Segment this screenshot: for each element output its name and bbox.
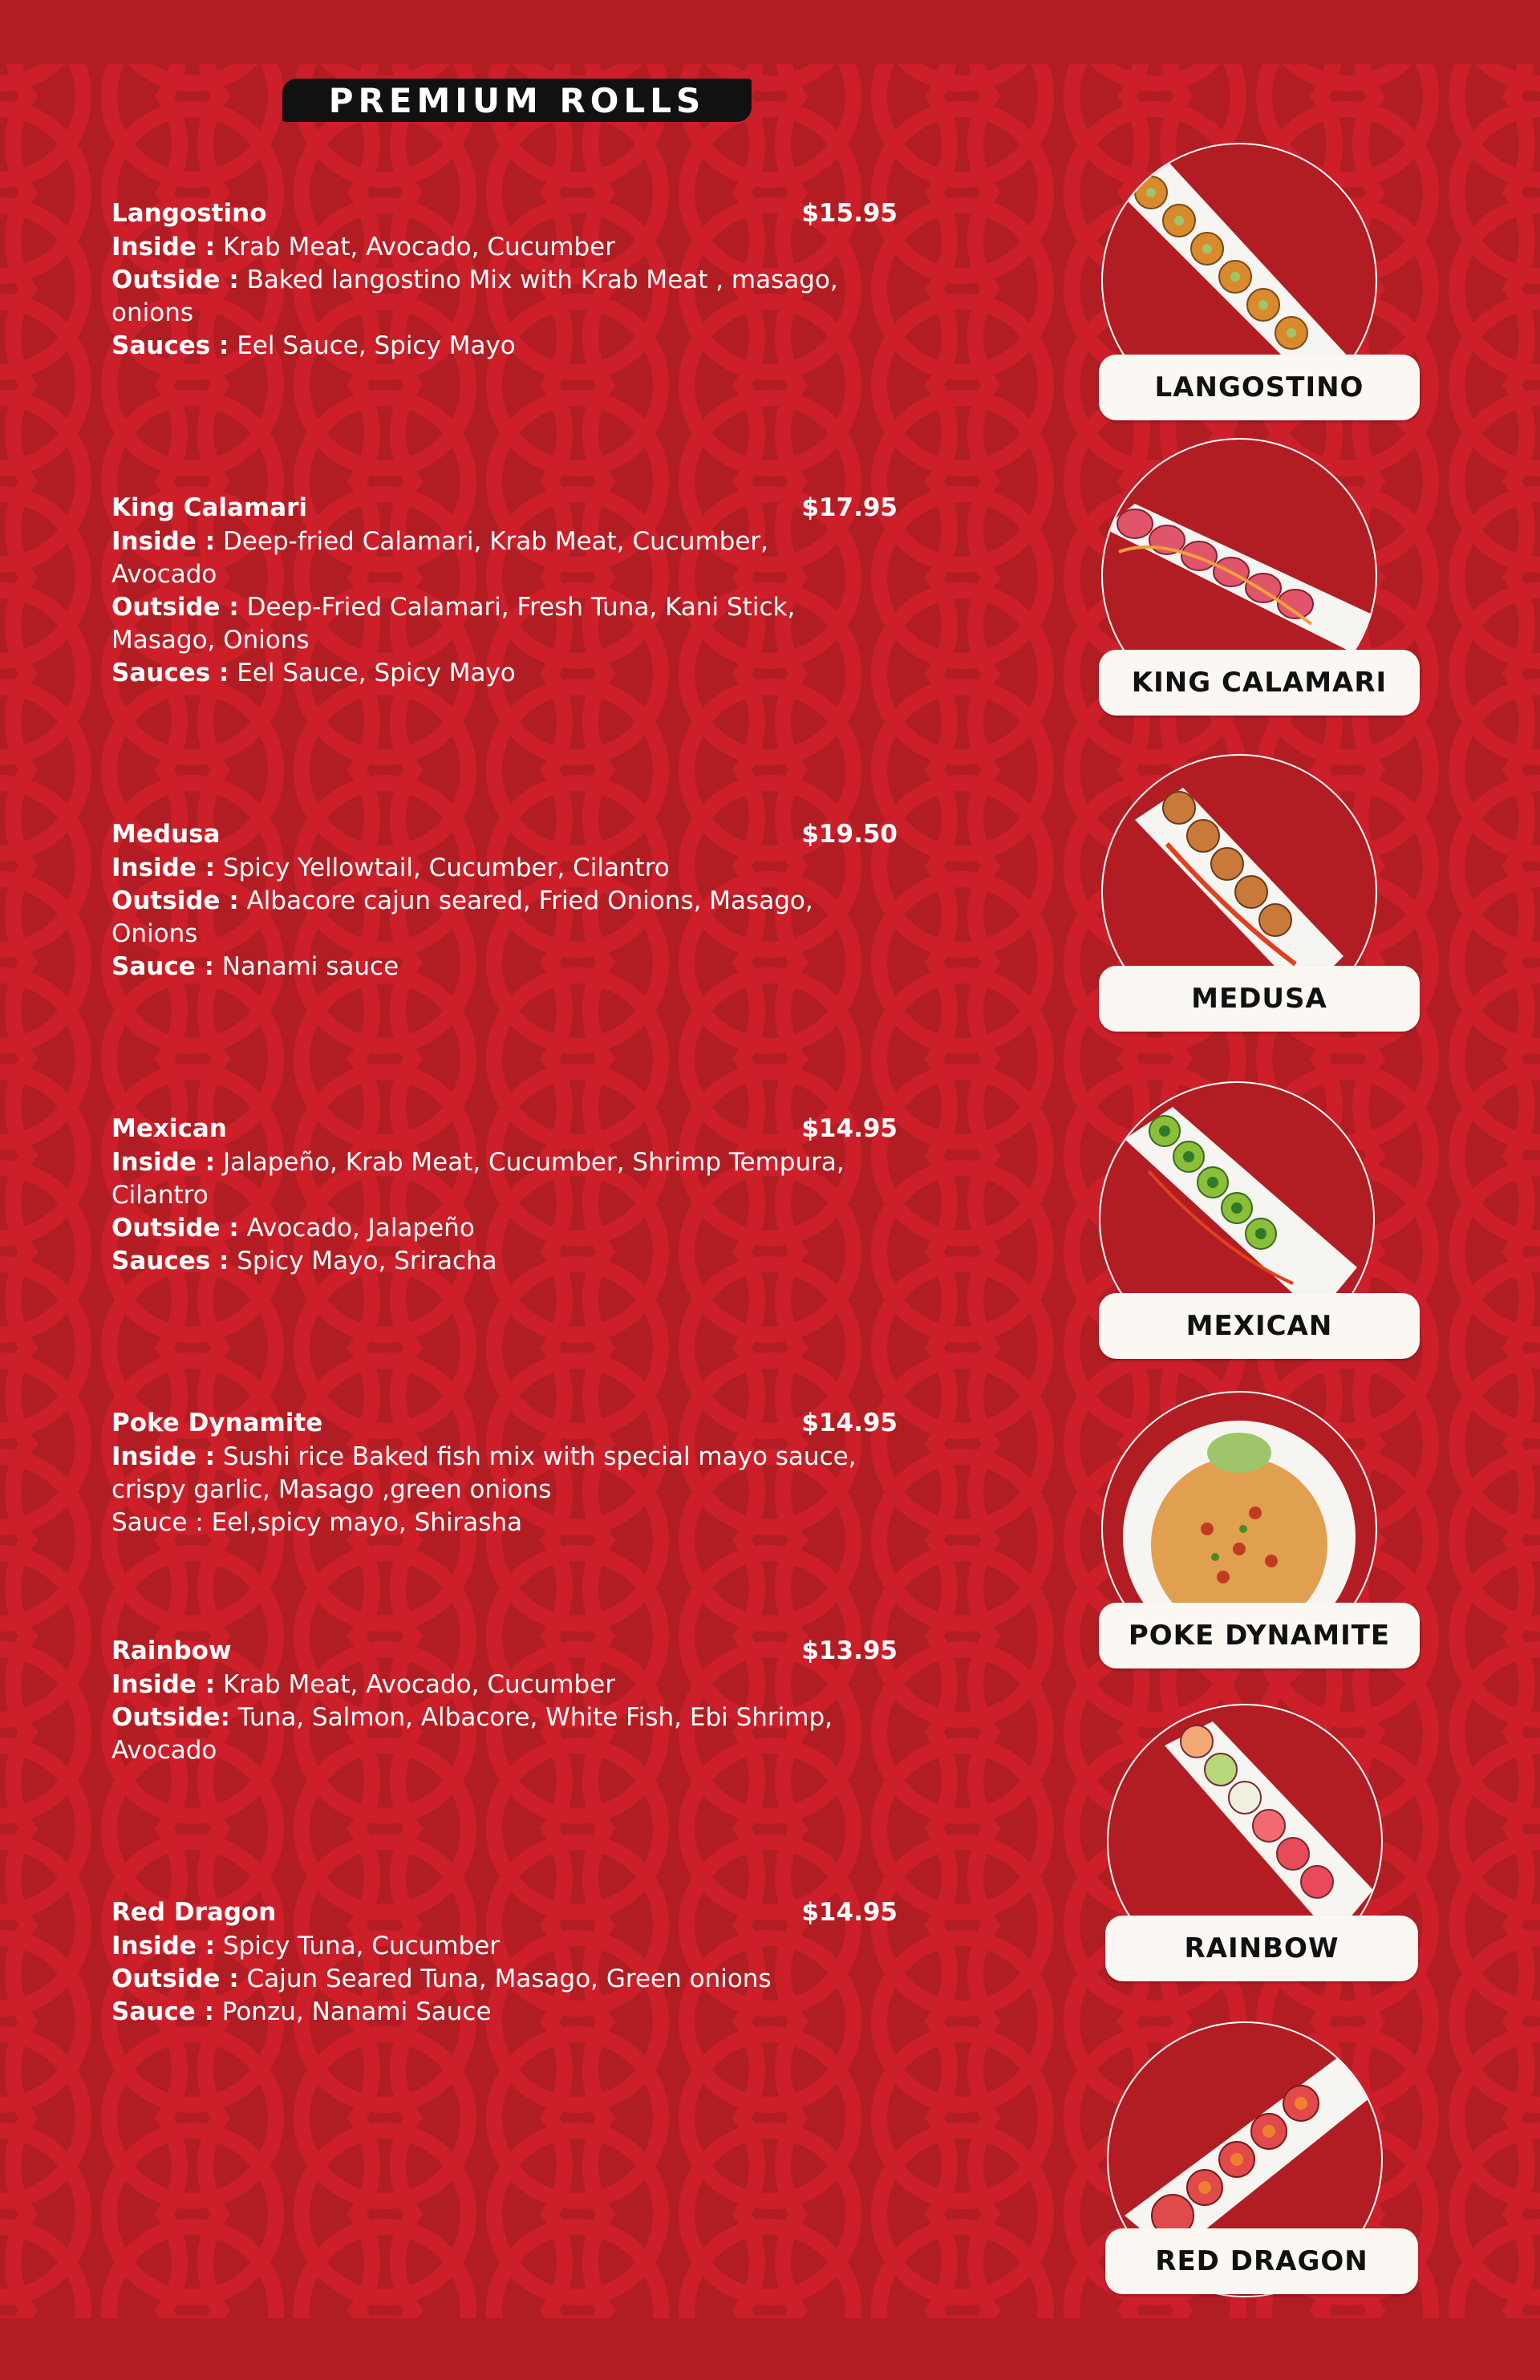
photo-red-dragon xyxy=(1107,2021,1444,2310)
item-detail-line xyxy=(111,591,898,624)
detail-label: Sauces : xyxy=(111,331,229,360)
detail-text: onions xyxy=(111,298,193,327)
item-detail-line xyxy=(111,1930,898,1963)
photo-label xyxy=(1099,1603,1420,1668)
detail-text: Avocado xyxy=(111,1736,217,1765)
item-price: $14.95 xyxy=(801,1114,898,1143)
item-detail-line xyxy=(111,951,898,983)
detail-label: Inside : xyxy=(111,1442,216,1471)
section-title-badge xyxy=(282,79,752,122)
detail-label: Outside: xyxy=(111,1703,230,1732)
item-detail-line xyxy=(111,1506,898,1539)
detail-text: Jalapeño, Krab Meat, Cucumber, Shrimp Tempura, xyxy=(215,1148,845,1177)
detail-text: Spicy Tuna, Cucumber xyxy=(215,1932,500,1960)
detail-text: Spicy Mayo, Sriracha xyxy=(229,1247,497,1275)
menu-item-medusa xyxy=(111,817,898,983)
detail-label: Outside : xyxy=(111,266,239,294)
item-detail-line xyxy=(111,1245,898,1278)
detail-text: Spicy Yellowtail, Cucumber, Cilantro xyxy=(215,853,670,882)
item-detail-line xyxy=(111,918,898,951)
detail-text: Eel Sauce, Spicy Mayo xyxy=(229,331,516,360)
item-detail-line xyxy=(111,264,898,297)
photo-label xyxy=(1105,1916,1418,1981)
detail-label: Outside : xyxy=(111,593,239,622)
section-title: PREMIUM ROLLS xyxy=(328,80,706,120)
item-detail-line xyxy=(111,657,898,690)
photo-king-calamari xyxy=(1099,438,1436,727)
photo-medusa xyxy=(1099,754,1436,1043)
item-price: $14.95 xyxy=(801,1898,898,1927)
item-detail-line xyxy=(111,624,898,657)
item-name: Medusa xyxy=(111,820,221,849)
item-price: $19.50 xyxy=(801,820,898,849)
menu-item-mexican xyxy=(111,1111,898,1278)
menu-item-langostino xyxy=(111,196,898,363)
photo-label-text: RED DRAGON xyxy=(1155,2245,1368,2277)
photo-label-text: MEDUSA xyxy=(1191,983,1327,1015)
detail-label: Sauce : xyxy=(111,1997,214,2026)
item-price: $14.95 xyxy=(801,1409,898,1437)
item-detail-line xyxy=(111,1179,898,1212)
photo-rainbow xyxy=(1107,1704,1444,1993)
item-name: Poke Dynamite xyxy=(111,1409,323,1437)
item-price: $13.95 xyxy=(801,1636,898,1665)
photo-langostino xyxy=(1099,143,1436,432)
detail-text: Eel Sauce, Spicy Mayo xyxy=(229,659,516,687)
detail-text: Deep-fried Calamari, Krab Meat, Cucumber, xyxy=(215,527,769,556)
detail-label: Inside : xyxy=(111,1932,216,1960)
item-detail-line xyxy=(111,1701,898,1734)
photo-label xyxy=(1099,1293,1420,1359)
item-detail-line xyxy=(111,885,898,918)
detail-label: Outside : xyxy=(111,886,239,915)
item-detail-line xyxy=(111,1146,898,1179)
item-name: Red Dragon xyxy=(111,1898,277,1927)
photo-label-text: LANGOSTINO xyxy=(1154,371,1364,403)
detail-label: Inside : xyxy=(111,853,216,882)
menu-item-rainbow xyxy=(111,1633,898,1767)
item-detail-line xyxy=(111,1668,898,1701)
detail-text: Sauce : Eel,spicy mayo, Shirasha xyxy=(111,1508,523,1537)
detail-label: Inside : xyxy=(111,1148,216,1177)
photo-label xyxy=(1105,2228,1418,2294)
detail-text: Cilantro xyxy=(111,1181,209,1210)
item-detail-line xyxy=(111,1734,898,1767)
detail-label: Sauces : xyxy=(111,659,229,687)
detail-text: Sushi rice Baked fish mix with special mayo sauce, xyxy=(215,1442,857,1471)
item-detail-line xyxy=(111,231,898,264)
detail-text: Deep-Fried Calamari, Fresh Tuna, Kani Stick, xyxy=(238,593,796,622)
detail-text: Masago, Onions xyxy=(111,626,310,655)
item-detail-line xyxy=(111,1996,898,2029)
item-name: King Calamari xyxy=(111,493,308,522)
detail-text: Krab Meat, Avocado, Cucumber xyxy=(215,1670,615,1699)
menu-item-poke-dynamite xyxy=(111,1405,898,1539)
detail-text: Tuna, Salmon, Albacore, White Fish, Ebi Shrimp, xyxy=(229,1703,833,1732)
item-name: Langostino xyxy=(111,199,267,228)
detail-text: crispy garlic, Masago ,green onions xyxy=(111,1475,552,1504)
detail-text: Baked langostino Mix with Krab Meat , masago, xyxy=(238,266,838,294)
photo-label xyxy=(1099,355,1420,420)
photo-label-text: KING CALAMARI xyxy=(1131,667,1388,699)
detail-text: Cajun Seared Tuna, Masago, Green onions xyxy=(238,1964,772,1993)
detail-text: Nanami sauce xyxy=(213,952,399,981)
detail-label: Sauces : xyxy=(111,1247,229,1275)
detail-label: Outside : xyxy=(111,1964,239,1993)
detail-text: Ponzu, Nanami Sauce xyxy=(213,1997,492,2026)
photo-label xyxy=(1099,966,1420,1032)
detail-label: Inside : xyxy=(111,1670,216,1699)
item-detail-line xyxy=(111,852,898,885)
photo-mexican xyxy=(1099,1081,1436,1370)
detail-text: Krab Meat, Avocado, Cucumber xyxy=(215,233,615,262)
photo-label-text: MEXICAN xyxy=(1185,1310,1333,1342)
photo-poke-dynamite xyxy=(1099,1391,1436,1680)
photo-label-text: RAINBOW xyxy=(1184,1932,1339,1964)
item-detail-line xyxy=(111,1474,898,1506)
detail-label: Outside : xyxy=(111,1214,239,1243)
photo-label-text: POKE DYNAMITE xyxy=(1128,1620,1391,1652)
detail-label: Sauce : xyxy=(111,952,214,981)
detail-text: Avocado, Jalapeño xyxy=(238,1214,475,1243)
item-price: $15.95 xyxy=(801,199,898,228)
detail-label: Inside : xyxy=(111,233,216,262)
item-name: Mexican xyxy=(111,1114,227,1143)
detail-label: Inside : xyxy=(111,527,216,556)
detail-text: Albacore cajun seared, Fried Onions, Masago, xyxy=(238,886,813,915)
item-detail-line xyxy=(111,1963,898,1996)
item-name: Rainbow xyxy=(111,1636,232,1665)
item-detail-line xyxy=(111,330,898,363)
item-price: $17.95 xyxy=(801,493,898,522)
menu-item-king-calamari xyxy=(111,490,898,690)
item-detail-line xyxy=(111,1441,898,1474)
item-detail-line xyxy=(111,1212,898,1245)
item-detail-line xyxy=(111,525,898,558)
detail-text: Avocado xyxy=(111,560,217,589)
item-detail-line xyxy=(111,558,898,591)
menu-item-red-dragon xyxy=(111,1895,898,2029)
detail-text: Onions xyxy=(111,919,198,948)
item-detail-line xyxy=(111,297,898,330)
photo-label xyxy=(1099,650,1420,716)
